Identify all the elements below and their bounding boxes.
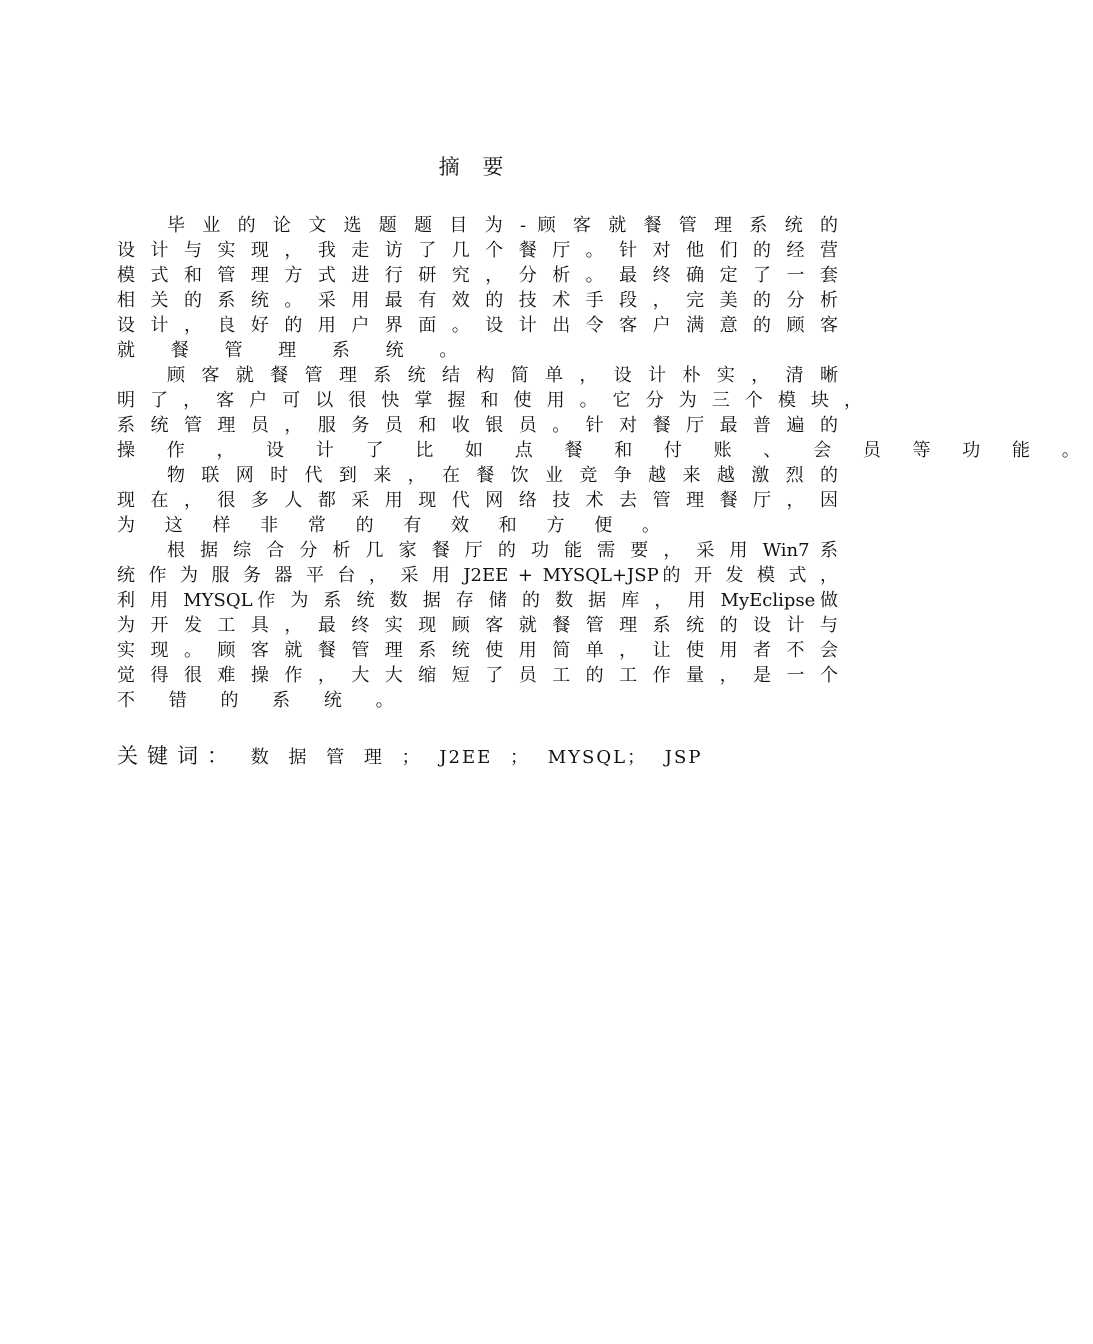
paragraph-line: 系 统 管 理 员 ， 服 务 员 和 收 银 员 。 针 对 餐 厅 最 普 遍 的	[117, 415, 838, 436]
paragraph-line: 利 用 MYSQL作 为 系 统 数 据 存 储 的 数 据 库 ， 用 MyEclipse做	[117, 590, 838, 611]
paragraph-line: 明 了 ， 客 户 可 以 很 快 掌 握 和 使 用 。 它 分 为 三 个 模 块 ，	[117, 390, 862, 411]
paragraph-line: 实 现 。 顾 客 就 餐 管 理 系 统 使 用 简 单 ， 让 使 用 者 不 会	[117, 640, 838, 661]
paragraph-line: 根 据 综 合 分 析 几 家 餐 厅 的 功 能 需 要 ， 采 用 Win7 系	[167, 540, 838, 561]
keywords-value: 数 据 管 理 ； J2EE ； MYSQL； JSP	[250, 747, 703, 768]
paragraph-line: 顾 客 就 餐 管 理 系 统 结 构 简 单 ， 设 计 朴 实 ， 清 晰	[167, 365, 838, 386]
paragraph-line: 现 在 ， 很 多 人 都 采 用 现 代 网 络 技 术 去 管 理 餐 厅 ， 因	[117, 490, 838, 511]
paragraph-line: 模 式 和 管 理 方 式 进 行 研 究 ， 分 析 。 最 终 确 定 了 一 套	[117, 265, 838, 286]
paragraph-line: 物 联 网 时 代 到 来 ， 在 餐 饮 业 竞 争 越 来 越 激 烈 的	[167, 465, 838, 486]
paragraph-line: 就 餐 管 理 系 统 。	[117, 340, 473, 361]
paragraph-line: 相 关 的 系 统 。 采 用 最 有 效 的 技 术 手 段 ， 完 美 的 分 析	[117, 290, 838, 311]
paragraph-line: 统 作 为 服 务 器 平 台 ， 采 用 J2EE + MYSQL+JSP的 开 发 模 式 ，	[117, 565, 838, 586]
paragraph-line: 觉 得 很 难 操 作 ， 大 大 缩 短 了 员 工 的 工 作 量 ， 是 一 个	[117, 665, 838, 686]
page-title: 摘 要	[438, 155, 512, 179]
paragraph-line: 操 作 ， 设 计 了 比 如 点 餐 和 付 账 、 会 员 等 功 能 。	[117, 440, 1093, 461]
paragraph-line: 不 错 的 系 统 。	[117, 690, 408, 711]
keywords-label: 关键词：	[117, 744, 237, 768]
paragraph-line: 为 这 样 非 常 的 有 效 和 方 便 。	[117, 515, 672, 536]
paragraph-line: 设 计 ， 良 好 的 用 户 界 面 。 设 计 出 令 客 户 满 意 的 顾 客	[117, 315, 838, 336]
keywords-line	[117, 743, 702, 769]
paragraph-line: 毕 业 的 论 文 选 题 题 目 为 - 顾 客 就 餐 管 理 系 统 的	[167, 215, 838, 236]
paragraph-line: 设 计 与 实 现 ， 我 走 访 了 几 个 餐 厅 。 针 对 他 们 的 经 营	[117, 240, 838, 261]
paragraph-line: 为 开 发 工 具 ， 最 终 实 现 顾 客 就 餐 管 理 系 统 的 设 计 与	[117, 615, 838, 636]
